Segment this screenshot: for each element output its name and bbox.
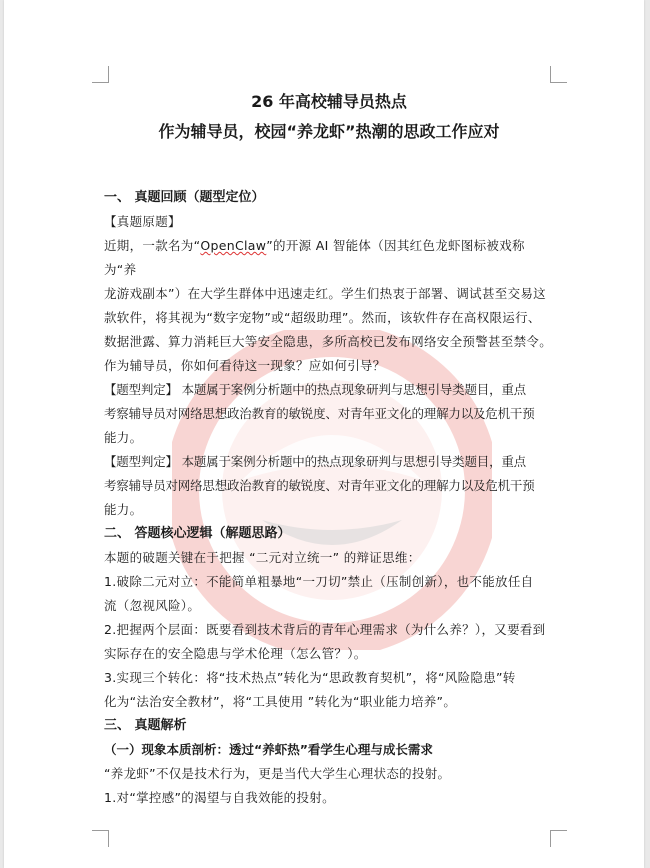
judge-2-line-3: 能力。 [104,502,143,517]
judge-1-line-3: 能力。 [104,430,143,445]
question-paragraph-line-2: 龙游戏副本”）在大学生群体中迅速走红。学生们热衷于部署、调试甚至交易这 [104,286,546,301]
section-2-intro: 本题的破题关键在于把握 “二元对立统一” 的辩证思维： [104,550,421,565]
question-paragraph-line-1 [104,234,554,282]
item-3-line-2: 化为“法治安全教材”，将“工具使用 ”转化为“职业能力培养”。 [104,694,457,709]
item-3-line-1: 3.实现三个转化：将“技术热点”转化为“思政教育契机”，将“风险隐患”转 [104,670,516,685]
q-rest: ”的开源 AI 智能体（因其红色龙虾图标被戏称为“养 [104,238,525,277]
item-2-line-2: 实际存在的安全隐患与学术伦理（怎么管？）。 [104,646,367,661]
title-line-1: 26 年高校辅导员热点 [251,92,407,111]
section-3-line-1: “养龙虾”不仅是技术行为，更是当代大学生心理状态的投射。 [104,766,451,781]
section-3-heading: 三、 真题解析 [104,718,187,733]
section-3-line-2: 1.对“掌控感”的渴望与自我效能的投射。 [104,790,335,805]
item-1-line-1: 1.破除二元对立：不能简单粗暴地“一刀切”禁止（压制创新），也不能放任自 [104,574,534,589]
judge-2-line-2: 考察辅导员对网络思想政治教育的敏锐度、对青年亚文化的理解力以及危机干预 [104,478,535,493]
judge-1-line-2: 考察辅导员对网络思想政治教育的敏锐度、对青年亚文化的理解力以及危机干预 [104,406,535,421]
document-body [104,88,554,810]
question-paragraph-line-4: 数据泄露、算力消耗巨大等安全隐患，多所高校已发布网络安全预警甚至禁令。 [104,334,553,349]
q-prefix: 近期，一款名为“ [104,238,201,253]
margin-corner-bottom-right [550,830,567,847]
document-page [4,0,644,868]
item-1-line-2: 流（忽视风险）。 [104,598,201,613]
question-paragraph-line-5: 作为辅导员，你如何看待这一现象？应如何引导？ [104,358,386,373]
judge-1-line-1: 【题型判定】 本题属于案例分析题中的热点现象研判与思想引导类题目，重点 [104,382,526,397]
margin-corner-top-right [550,66,567,83]
judge-2-line-1: 【题型判定】 本题属于案例分析题中的热点现象研判与思想引导类题目，重点 [104,454,526,469]
tag-original-question: 【真题原题】 [104,214,181,229]
title-line-2: 作为辅导员，校园“养龙虾”热潮的思政工作应对 [158,122,500,141]
question-paragraph-line-3: 款软件，将其视为“数字宠物”或“超级助理”。然而，该软件存在高权限运行、 [104,310,541,325]
section-2-heading: 二、 答题核心逻辑（解题思路） [104,526,291,541]
section-1-heading: 一、 真题回顾（题型定位） [104,190,265,205]
margin-corner-top-left [92,66,109,83]
section-3-subheading-1: （一）现象本质剖析：透过“养虾热”看学生心理与成长需求 [104,742,433,757]
item-2-line-1: 2.把握两个层面：既要看到技术背后的青年心理需求（为什么养？），又要看到 [104,622,546,637]
margin-corner-bottom-left [92,830,109,847]
q-openclaw-name: OpenClaw [200,238,267,253]
